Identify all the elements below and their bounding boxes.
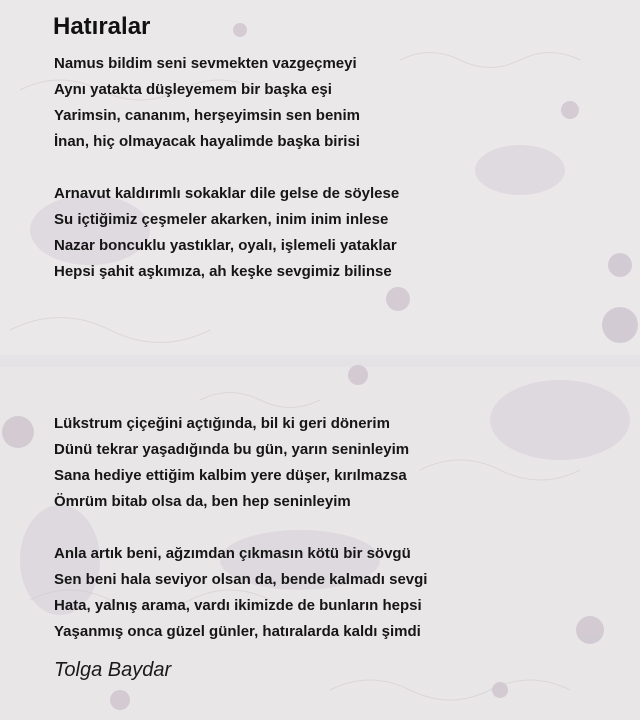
poem-line: Yaşanmış onca güzel günler, hatıralarda kaldı şimdi — [54, 623, 421, 640]
poem-line: Sen beni hala seviyor olsan da, bende kalmadı sevgi — [54, 571, 428, 588]
poem-line: Dünü tekrar yaşadığında bu gün, yarın seninleyim — [54, 441, 410, 458]
poem-line: Aynı yatakta düşleyemem bir başka eşi — [54, 81, 332, 98]
stanza-1 — [54, 51, 360, 155]
poem-line: İnan, hiç olmayacak hayalimde başka birisi — [54, 133, 360, 150]
poem-line: Su içtiğimiz çeşmeler akarken, inim inim inlese — [54, 211, 389, 228]
poem-line: Yarimsin, cananım, herşeyimsin sen benim — [54, 107, 360, 124]
poem-line: Namus bildim seni sevmekten vazgeçmeyi — [54, 55, 357, 72]
poem-title: Hatıralar — [53, 13, 151, 40]
stanza-4 — [54, 541, 427, 645]
stanza-3 — [54, 411, 409, 515]
poem-line: Lükstrum çiçeğini açtığında, bil ki geri dönerim — [54, 415, 390, 432]
poem-line: Hata, yalnış arama, vardı ikimizde de bunların hepsi — [54, 597, 422, 614]
poem-line: Anla artık beni, ağzımdan çıkmasın kötü bir sövgü — [54, 545, 411, 562]
poem-author: Tolga Baydar — [54, 659, 172, 681]
poem-line: Ömrüm bitab olsa da, ben hep seninleyim — [54, 493, 351, 510]
poem-line: Hepsi şahit aşkımıza, ah keşke sevgimiz bilinse — [54, 263, 392, 280]
poem-line: Nazar boncuklu yastıklar, oyalı, işlemeli yataklar — [54, 237, 397, 254]
stanza-2 — [54, 181, 399, 285]
poem-line: Arnavut kaldırımlı sokaklar dile gelse de söylese — [54, 185, 400, 202]
poem-line: Sana hediye ettiğim kalbim yere düşer, kırılmazsa — [54, 467, 407, 484]
